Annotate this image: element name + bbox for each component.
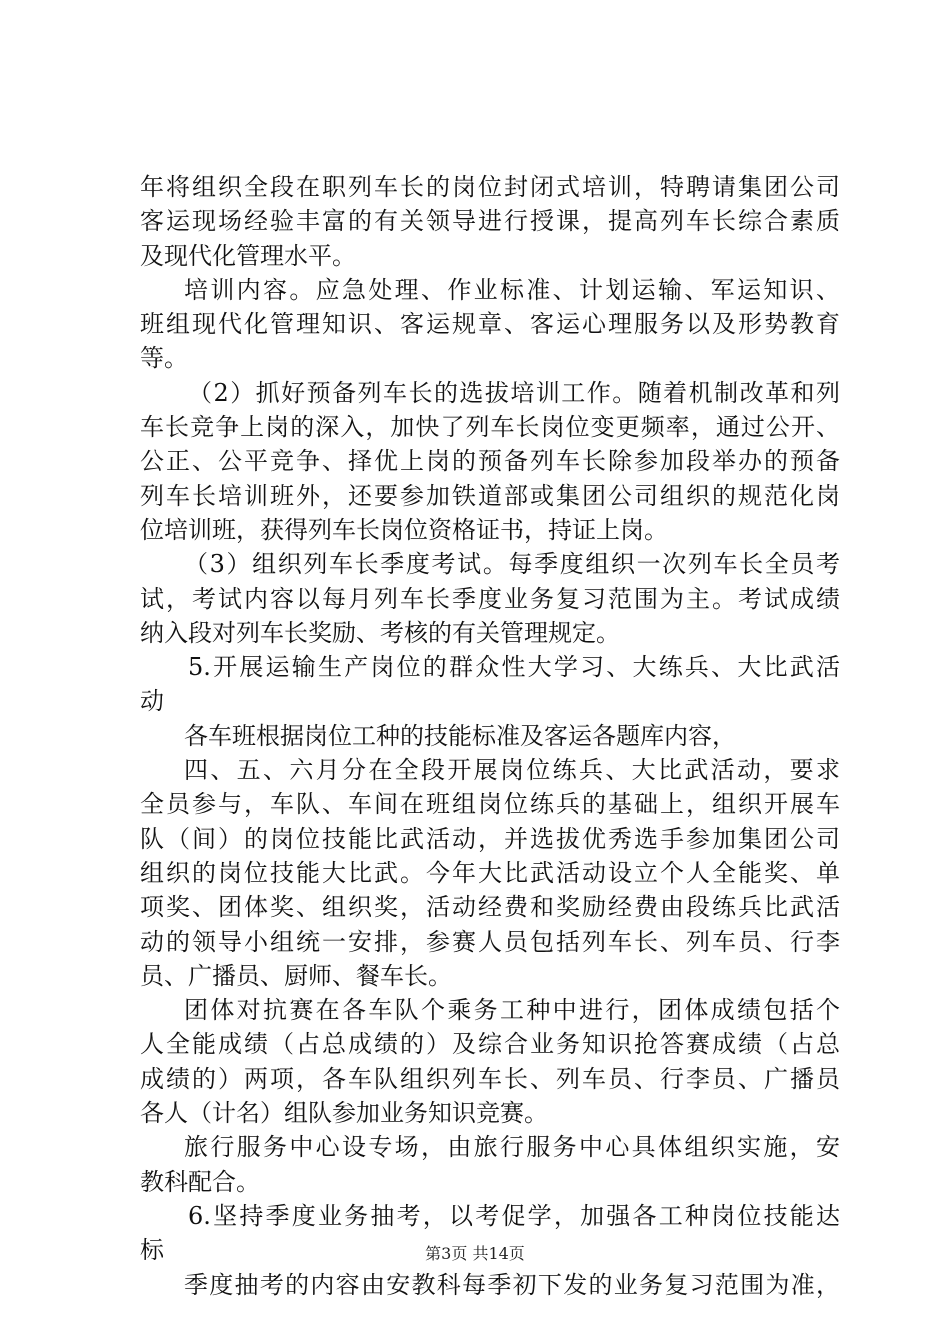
text-line: 旅行服务中心设专场，由旅行服务中心具体组织实施，安: [184, 1133, 840, 1162]
text-line: 各人（计名）组队参加业务知识竞赛。: [140, 1099, 548, 1128]
text-line: 等。: [140, 344, 188, 373]
text-line: 纳入段对列车长奖励、考核的有关管理规定。: [140, 618, 620, 647]
text-line: （3）组织列车长季度考试。每季度组织一次列车长全员考: [184, 550, 840, 579]
text-line: 6.坚持季度业务抽考，以考促学，加强各工种岗位技能达: [188, 1201, 840, 1230]
text-line: 车长竞争上岗的深入，加快了列车长岗位变更频率，通过公开、: [140, 413, 840, 442]
text-line: 年将组织全段在职列车长的岗位封闭式培训，特聘请集团公司: [140, 173, 840, 201]
text-line: 试，考试内容以每月列车长季度业务复习范围为主。考试成绩: [140, 584, 840, 613]
text-line: 标: [140, 1236, 164, 1265]
text-line: 四、五、六月分在全段开展岗位练兵、大比武活动，要求: [184, 756, 840, 785]
text-line: 员、广播员、厨师、餐车长。: [140, 961, 452, 990]
text-line: 列车长培训班外，还要参加铁道部或集团公司组织的规范化岗: [140, 481, 840, 510]
text-line: 教科配合。: [140, 1167, 260, 1196]
text-line: （2）抓好预备列车长的选拔培训工作。随着机制改革和列: [188, 378, 840, 407]
text-line: 公正、公平竞争、择优上岗的预备列车长除参加段举办的预备: [140, 447, 840, 476]
text-line: 班组现代化管理知识、客运规章、客运心理服务以及形势教育: [140, 310, 840, 339]
text-line: 成绩的）两项，各车队组织列车长、列车员、行李员、广播员: [140, 1064, 840, 1093]
text-line: 培训内容。应急处理、作业标准、计划运输、军运知识、: [184, 275, 840, 304]
text-line: 全员参与，车队、车间在班组岗位练兵的基础上，组织开展车: [140, 790, 840, 819]
text-line: 5.开展运输生产岗位的群众性大学习、大练兵、大比武活: [188, 653, 840, 682]
text-line: 动: [140, 687, 164, 716]
text-line: 季度抽考的内容由安教科每季初下发的业务复习范围为准，: [184, 1270, 840, 1299]
text-line: 项奖、团体奖、组织奖，活动经费和奖励经费由段练兵比武活: [140, 893, 840, 922]
body-text: [140, 170, 840, 1302]
text-line: 客运现场经验丰富的有关领导进行授课，提高列车长综合素质: [140, 207, 840, 236]
text-line: 各车班根据岗位工种的技能标准及客运各题库内容，: [184, 721, 736, 750]
text-line: 组织的岗位技能大比武。今年大比武活动设立个人全能奖、单: [140, 858, 840, 887]
text-line: 团体对抗赛在各车队个乘务工种中进行，团体成绩包括个: [184, 996, 840, 1025]
page-footer: 第3页 共14页: [425, 1244, 525, 1263]
text-line: 队（间）的岗位技能比武活动，并选拔优秀选手参加集团公司: [140, 824, 840, 853]
text-line: 位培训班，获得列车长岗位资格证书，持证上岗。: [140, 515, 668, 544]
text-line: 及现代化管理水平。: [140, 241, 356, 270]
text-line: 动的领导小组统一安排，参赛人员包括列车长、列车员、行李: [140, 927, 840, 956]
text-line: 人全能成绩（占总成绩的）及综合业务知识抢答赛成绩（占总: [140, 1030, 840, 1059]
